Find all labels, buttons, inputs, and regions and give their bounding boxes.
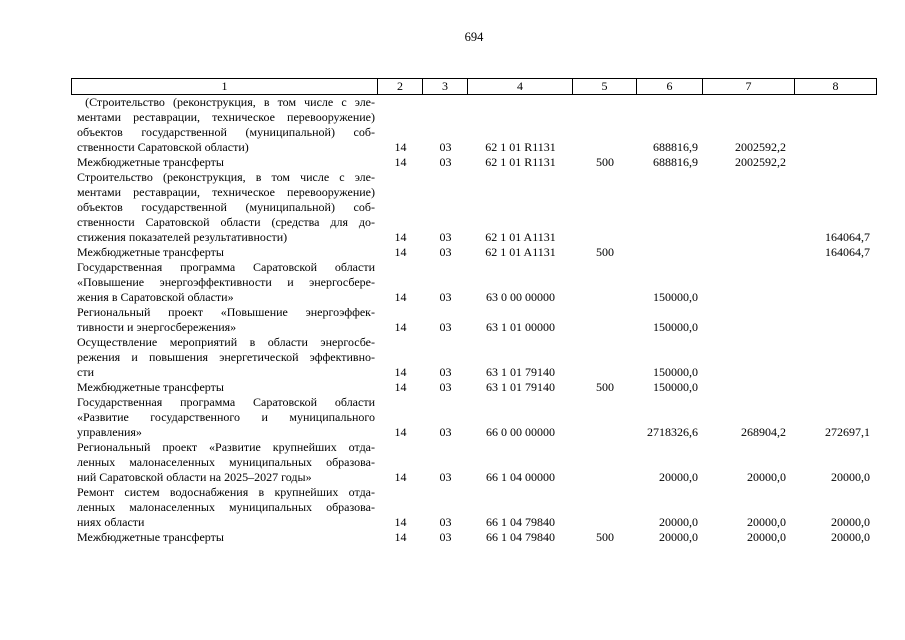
row-name-line: Межбюджетные трансферты [77,380,224,394]
row-name-cell [71,395,378,440]
col-8-amount [795,335,877,380]
col-6-amount: 20000,0 [659,515,698,529]
col-3-value: 03 [439,140,452,154]
col-7-amount [703,260,795,305]
column-header-5: 5 [572,79,636,94]
row-name-line: ственности Саратовской области) [77,140,249,154]
col-4-code-value: 63 1 01 79140 [486,365,555,379]
row-name-line: Межбюджетные трансферты [77,155,224,169]
col-8-amount: 20000,0 [831,530,870,544]
table-row [71,260,877,305]
col-5-value: 500 [596,530,614,544]
col-2-value: 14 [394,320,407,334]
col-2-value: 14 [394,470,407,484]
col-5-value [573,260,637,305]
col-5-value: 500 [596,380,614,394]
row-name-line: жения в Саратовской области» [77,290,234,304]
col-5-value: 500 [596,245,614,259]
table-row [71,170,877,245]
col-6-amount: 20000,0 [659,470,698,484]
col-3-value: 03 [439,155,452,169]
row-name-line: ственности Саратовской области (средства для до- [77,215,375,229]
row-name-line: ленных малонаселенных муниципальных образова- [77,455,375,469]
col-5-value: 500 [596,155,614,169]
column-header-1: 1 [221,79,228,93]
table-row [71,335,877,380]
col-4-code-value: 62 1 01 R1131 [485,155,556,169]
col-6-amount: 150000,0 [653,365,698,379]
page-number: 694 [464,30,484,44]
col-5-value [573,335,637,380]
col-7-amount: 2002592,2 [735,155,786,169]
col-8-amount [795,155,877,170]
row-name-line: объектов государственной (муниципальной) соб- [77,125,375,139]
column-header-3: 3 [422,79,467,94]
col-2-value: 14 [394,230,407,244]
col-8-amount [795,305,877,335]
col-7-amount [703,305,795,335]
row-name-cell [71,155,378,170]
col-6-amount: 2718326,6 [647,425,698,439]
col-3-value: 03 [439,365,452,379]
col-3-value: 03 [439,230,452,244]
col-4-code-value: 63 1 01 79140 [486,380,555,394]
col-3-value: 03 [439,290,452,304]
row-name-line: Осуществление мероприятий в области энергосбе- [77,335,375,349]
row-name-cell [71,440,378,485]
col-3-value: 03 [439,320,452,334]
column-header-2: 2 [377,79,422,94]
row-name-line: Межбюджетные трансферты [77,245,224,259]
col-3-value: 03 [439,245,452,259]
col-5-value [573,440,637,485]
col-8-amount: 20000,0 [831,470,870,484]
col-2-value: 14 [394,140,407,154]
col-2-value: 14 [394,245,407,259]
col-3-value: 03 [439,515,452,529]
row-name-line: ниях области [77,515,145,529]
column-header-4: 4 [467,79,572,94]
col-7-amount: 20000,0 [747,515,786,529]
row-name-line: Региональный проект «Развитие крупнейших отда- [77,440,375,454]
row-name-line: Строительство (реконструкция, в том числе с эле- [77,170,375,184]
col-5-value [573,485,637,530]
col-7-amount: 2002592,2 [735,140,786,154]
col-6-amount: 688816,9 [653,140,698,154]
row-name-line: «Развитие государственного и муниципального [77,410,375,424]
row-name-line: стижения показателей результативности) [77,230,288,244]
table-row [71,440,877,485]
col-6-amount: 150000,0 [653,290,698,304]
col-4-code-value: 62 1 01 A1131 [485,245,556,259]
col-7-amount [703,245,795,260]
col-7-amount: 20000,0 [747,530,786,544]
row-name-cell [71,95,378,155]
col-4-code-value: 66 1 04 00000 [486,470,555,484]
col-8-amount [795,260,877,305]
col-4-code-value: 66 1 04 79840 [486,530,555,544]
col-7-amount [703,170,795,245]
table-row [71,380,877,395]
col-6-amount: 688816,9 [653,155,698,169]
row-name-line: Региональный проект «Повышение энергоэффек- [77,305,375,319]
col-2-value: 14 [394,530,407,544]
col-2-value: 14 [394,155,407,169]
col-7-amount: 268904,2 [741,425,786,439]
column-header-6: 6 [636,79,702,94]
col-8-amount: 164064,7 [825,245,870,259]
col-5-value [573,305,637,335]
table-row [71,305,877,335]
col-4-code-value: 63 0 00 00000 [486,290,555,304]
col-6-amount [637,170,703,245]
col-4-code-value: 66 1 04 79840 [486,515,555,529]
col-3-value: 03 [439,530,452,544]
row-name-line: управления» [77,425,142,439]
row-name-line: ментами реставрации, техническое перевооружение) [77,185,375,199]
col-8-amount: 272697,1 [825,425,870,439]
table-row [71,530,877,545]
row-name-cell [71,170,378,245]
table-row [71,485,877,530]
table-row [71,95,877,155]
col-7-amount [703,380,795,395]
row-name-line: ментами реставрации, техническое перевооружение) [77,110,375,124]
col-8-amount: 164064,7 [825,230,870,244]
col-2-value: 14 [394,425,407,439]
col-6-amount [637,245,703,260]
col-7-amount [703,335,795,380]
col-4-code-value: 66 0 00 00000 [486,425,555,439]
row-name-line: тивности и энергосбережения» [77,320,237,334]
budget-table-body [71,95,877,545]
col-5-value [573,170,637,245]
col-2-value: 14 [394,380,407,394]
col-4-code-value: 62 1 01 A1131 [485,230,556,244]
table-row [71,245,877,260]
table-row [71,395,877,440]
table-row [71,155,877,170]
row-name-cell [71,380,378,395]
col-5-value [573,395,637,440]
row-name-line: ленных малонаселенных муниципальных образова- [77,500,375,514]
column-header-7: 7 [702,79,794,94]
col-7-amount: 20000,0 [747,470,786,484]
col-3-value: 03 [439,425,452,439]
col-4-code-value: 62 1 01 R1131 [485,140,556,154]
row-name-cell [71,260,378,305]
col-8-amount [795,95,877,155]
row-name-line: Ремонт систем водоснабжения в крупнейших отда- [77,485,375,499]
row-name-line: объектов государственной (муниципальной) соб- [77,200,375,214]
col-2-value: 14 [394,290,407,304]
row-name-line: сти [77,365,94,379]
col-6-amount: 150000,0 [653,320,698,334]
row-name-line: Государственная программа Саратовской области [77,395,375,409]
col-8-amount: 20000,0 [831,515,870,529]
col-4-code-value: 63 1 01 00000 [486,320,555,334]
row-name-line: Государственная программа Саратовской области [77,260,375,274]
col-8-amount [795,380,877,395]
row-name-cell [71,530,378,545]
row-name-line: (Строительство (реконструкция, в том числе с эле- [77,95,375,109]
row-name-cell [71,245,378,260]
table-column-header-row [71,78,877,95]
col-2-value: 14 [394,365,407,379]
row-name-line: «Повышение энергоэффективности и энергосбере- [77,275,375,289]
col-6-amount: 20000,0 [659,530,698,544]
row-name-line: режения и повышения энергетической эффективно- [77,350,375,364]
col-6-amount: 150000,0 [653,380,698,394]
row-name-cell [71,485,378,530]
col-5-value [573,95,637,155]
col-3-value: 03 [439,470,452,484]
row-name-cell [71,335,378,380]
col-2-value: 14 [394,515,407,529]
row-name-cell [71,305,378,335]
row-name-line: ний Саратовской области на 2025–2027 годы» [77,470,312,484]
column-header-8: 8 [794,79,876,94]
row-name-line: Межбюджетные трансферты [77,530,224,544]
col-3-value: 03 [439,380,452,394]
